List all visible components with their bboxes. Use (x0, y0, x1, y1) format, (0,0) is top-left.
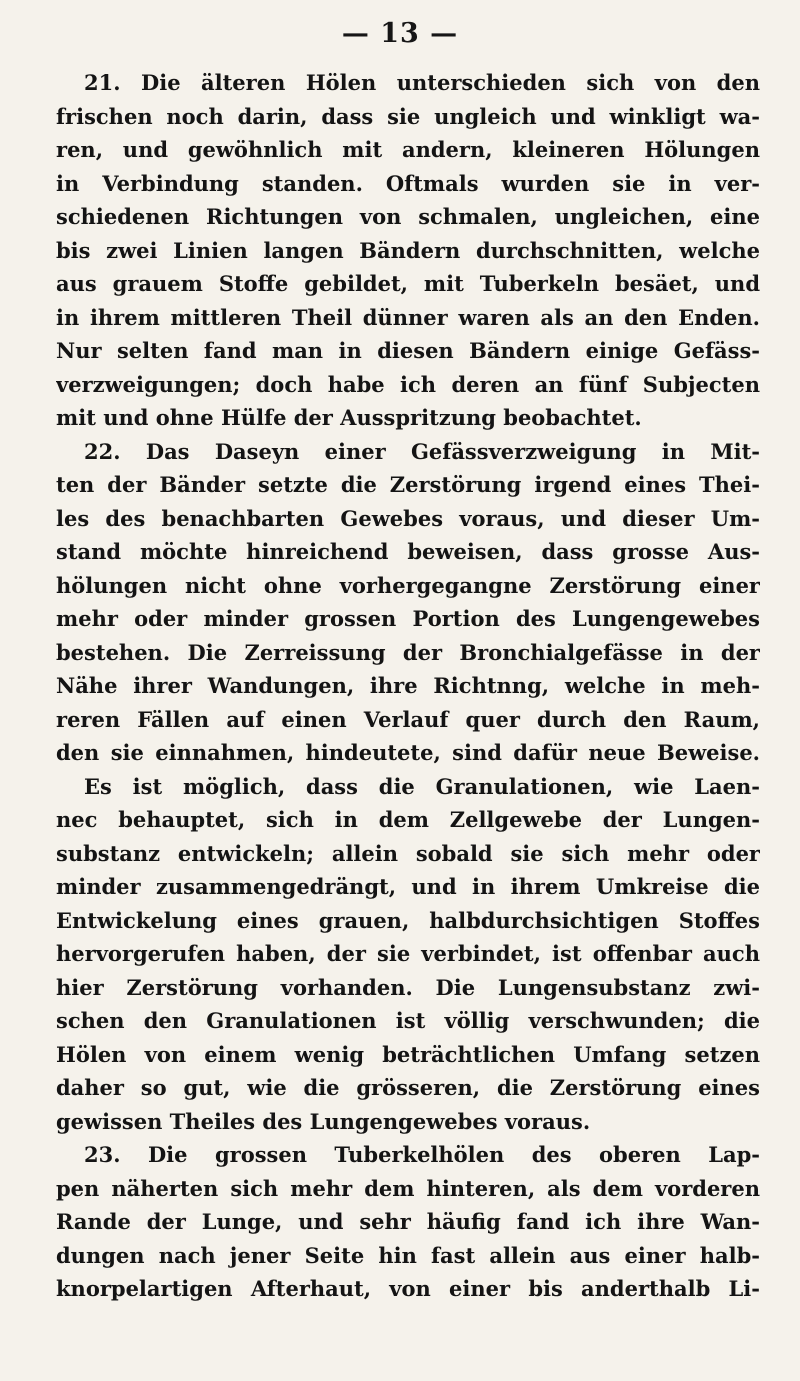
text-line: knorpelartigen Afterhaut, von einer bis anderthalb Li- (56, 1276, 760, 1301)
text-line: Es ist möglich, dass die Granulationen, wie Laen- (84, 773, 760, 799)
text-line: Hölen von einem wenig beträchtlichen Umfang setzen (56, 1041, 760, 1067)
text-line: gewissen Theiles des Lungengewebes voraus. (56, 1108, 591, 1134)
text-line: 21. Die älteren Hölen unterschieden sich von den (84, 70, 760, 95)
text-line: reren Fällen auf einen Verlauf quer durch den Raum, (56, 706, 760, 732)
text-line: stand möchte hinreichend beweisen, dass grosse Aus- (56, 539, 760, 564)
text-line: dungen nach jener Seite hin fast allein aus einer halb- (56, 1242, 760, 1268)
text-line: aus grauem Stoffe gebildet, mit Tuberkeln besäet, und (56, 271, 760, 296)
text-line: daher so gut, wie die grösseren, die Zerstörung eines (56, 1075, 760, 1100)
text-line: ten der Bänder setzte die Zerstörung irgend eines Thei- (56, 472, 760, 497)
text-line: schiedenen Richtungen von schmalen, ungleichen, eine (56, 204, 760, 229)
text-line: hier Zerstörung vorhanden. Die Lungensubstanz zwi- (56, 974, 760, 1000)
text-line: les des benachbarten Gewebes voraus, und dieser Um- (56, 505, 760, 531)
text-line: verzweigungen; doch habe ich deren an fünf Subjecten (56, 371, 760, 397)
text-line: mit und ohne Hülfe der Ausspritzung beobachtet. (56, 405, 642, 430)
text-line: 22. Das Daseyn einer Gefässverzweigung in Mit- (84, 438, 760, 464)
text-line: bestehen. Die Zerreissung der Bronchialgefässe in der (56, 639, 760, 665)
text-line: in ihrem mittleren Theil dünner waren als an den Enden. (56, 304, 760, 330)
text-line: frischen noch darin, dass sie ungleich und winkligt wa- (56, 103, 760, 129)
text-line: Nähe ihrer Wandungen, ihre Richtnng, welche in meh- (56, 673, 760, 698)
text-line: substanz entwickeln; allein sobald sie sich mehr oder (56, 840, 760, 866)
text-line: Nur selten fand man in diesen Bändern einige Gefäss- (56, 338, 760, 363)
text-line: ren, und gewöhnlich mit andern, kleineren Hölungen (56, 137, 760, 162)
text-line: bis zwei Linien langen Bändern durchschnitten, welche (56, 237, 760, 263)
text-line: Entwickelung eines grauen, halbdurchsichtigen Stoffes (56, 907, 760, 933)
text-line: Rande der Lunge, und sehr häufig fand ich ihre Wan- (56, 1209, 760, 1234)
body-text (56, 66, 760, 1306)
text-line: pen näherten sich mehr dem hinteren, als dem vorderen (56, 1175, 760, 1201)
text-line: hölungen nicht ohne vorhergegangne Zerstörung einer (56, 572, 760, 598)
text-line: schen den Granulationen ist völlig verschwunden; die (56, 1008, 760, 1033)
text-line: den sie einnahmen, hindeutete, sind dafür neue Beweise. (56, 740, 760, 765)
text-line: mehr oder minder grossen Portion des Lungengewebes (56, 606, 760, 631)
page-number: — 13 — (341, 18, 459, 49)
text-line: hervorgerufen haben, der sie verbindet, ist offenbar auch (56, 941, 760, 966)
text-line: 23. Die grossen Tuberkelhölen des oberen Lap- (84, 1142, 760, 1167)
text-line: minder zusammengedrängt, und in ihrem Umkreise die (56, 874, 760, 899)
text-line: nec behauptet, sich in dem Zellgewebe der Lungen- (56, 807, 760, 832)
text-line: in Verbindung standen. Oftmals wurden sie in ver- (56, 170, 760, 196)
